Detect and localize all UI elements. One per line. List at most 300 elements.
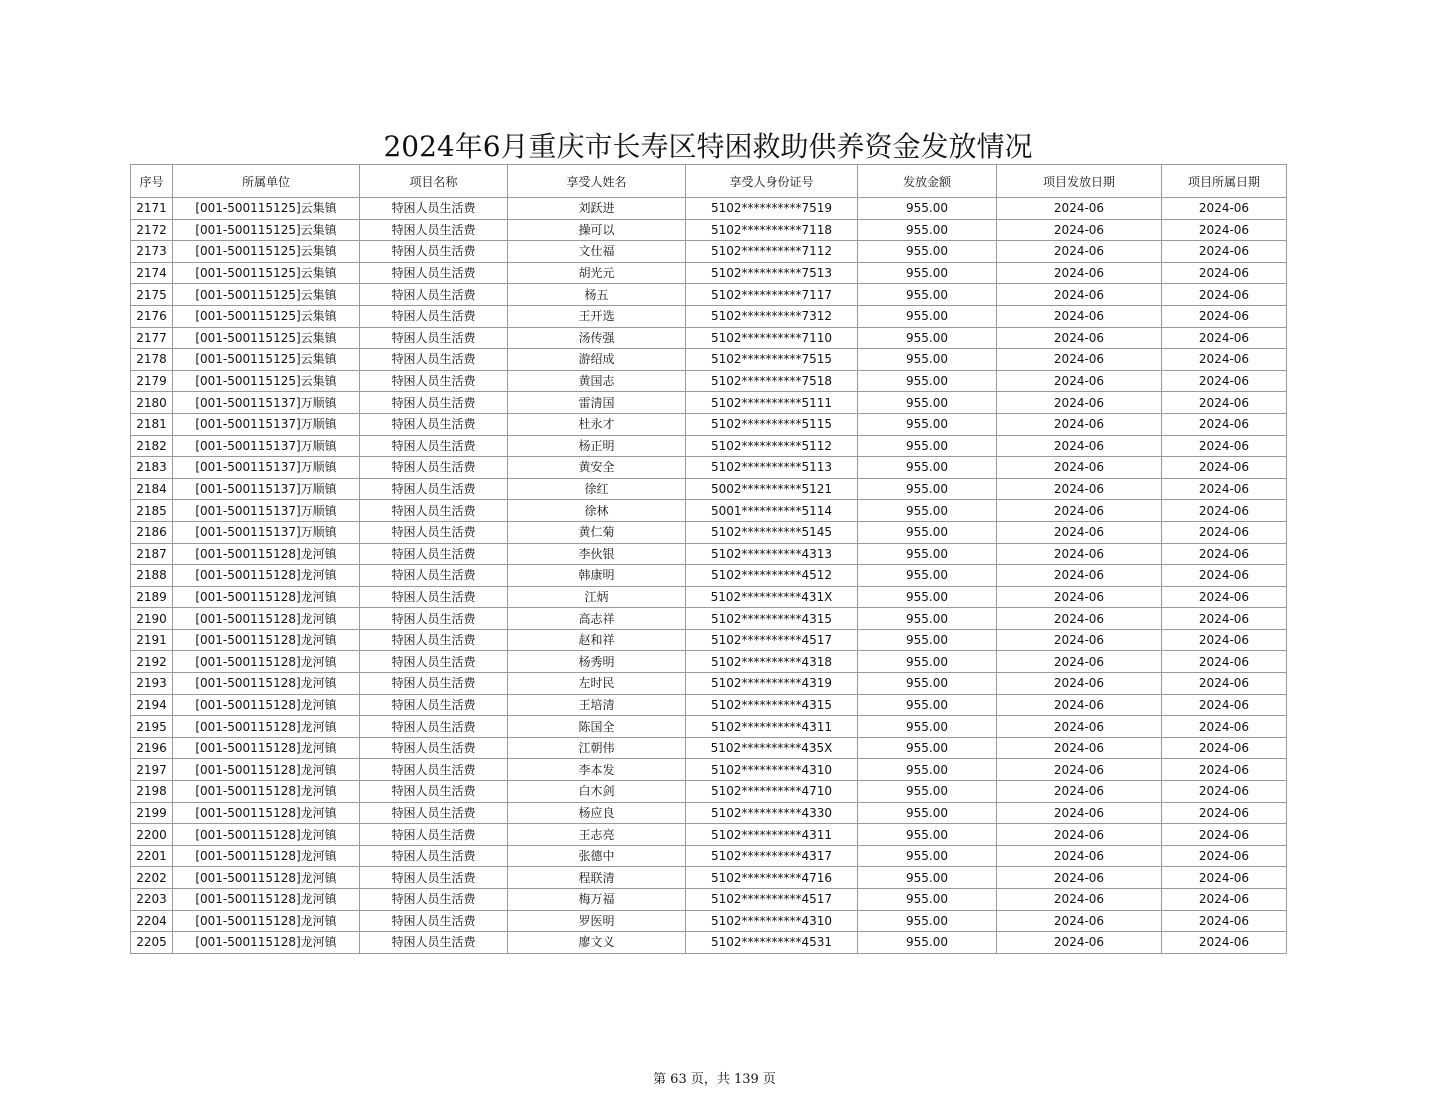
cell-id-number: 5102**********7515: [686, 349, 858, 371]
cell-payment-date: 2024-06: [997, 608, 1162, 630]
cell-amount: 955.00: [858, 759, 997, 781]
cell-period-date: 2024-06: [1162, 802, 1287, 824]
table-row: [131, 759, 1287, 781]
cell-serial: 2171: [131, 198, 173, 220]
cell-id-number: 5102**********7112: [686, 241, 858, 263]
cell-period-date: 2024-06: [1162, 737, 1287, 759]
cell-recipient-name: 王开选: [508, 305, 686, 327]
cell-unit: [001-500115137]万顺镇: [173, 435, 360, 457]
cell-unit: [001-500115125]云集镇: [173, 219, 360, 241]
cell-unit: [001-500115125]云集镇: [173, 284, 360, 306]
cell-unit: [001-500115137]万顺镇: [173, 392, 360, 414]
cell-payment-date: 2024-06: [997, 910, 1162, 932]
cell-recipient-name: 李本发: [508, 759, 686, 781]
header-id-number: 享受人身份证号: [686, 165, 858, 198]
cell-id-number: 5102**********4311: [686, 824, 858, 846]
cell-recipient-name: 游绍成: [508, 349, 686, 371]
cell-amount: 955.00: [858, 370, 997, 392]
cell-serial: 2176: [131, 305, 173, 327]
cell-unit: [001-500115125]云集镇: [173, 349, 360, 371]
cell-serial: 2195: [131, 716, 173, 738]
cell-payment-date: 2024-06: [997, 392, 1162, 414]
cell-id-number: 5102**********4317: [686, 845, 858, 867]
cell-period-date: 2024-06: [1162, 932, 1287, 954]
table-row: [131, 673, 1287, 695]
cell-unit: [001-500115125]云集镇: [173, 305, 360, 327]
cell-payment-date: 2024-06: [997, 673, 1162, 695]
cell-period-date: 2024-06: [1162, 392, 1287, 414]
table-row: [131, 370, 1287, 392]
cell-unit: [001-500115137]万顺镇: [173, 413, 360, 435]
cell-payment-date: 2024-06: [997, 478, 1162, 500]
cell-recipient-name: 杜永才: [508, 413, 686, 435]
cell-amount: 955.00: [858, 198, 997, 220]
cell-project-name: 特困人员生活费: [360, 759, 508, 781]
cell-project-name: 特困人员生活费: [360, 457, 508, 479]
cell-serial: 2201: [131, 845, 173, 867]
table-row: [131, 500, 1287, 522]
cell-recipient-name: 高志祥: [508, 608, 686, 630]
cell-amount: 955.00: [858, 716, 997, 738]
cell-recipient-name: 雷清国: [508, 392, 686, 414]
cell-project-name: 特困人员生活费: [360, 349, 508, 371]
cell-serial: 2190: [131, 608, 173, 630]
cell-recipient-name: 李伙银: [508, 543, 686, 565]
cell-project-name: 特困人员生活费: [360, 305, 508, 327]
cell-unit: [001-500115128]龙河镇: [173, 802, 360, 824]
table-row: [131, 478, 1287, 500]
cell-unit: [001-500115128]龙河镇: [173, 932, 360, 954]
cell-id-number: 5102**********7312: [686, 305, 858, 327]
cell-id-number: 5102**********7518: [686, 370, 858, 392]
document-title: 2024年6月重庆市长寿区特困救助供养资金发放情况: [383, 130, 1033, 163]
cell-project-name: 特困人员生活费: [360, 500, 508, 522]
cell-payment-date: 2024-06: [997, 824, 1162, 846]
page-footer: 第 63 页，共 139 页: [653, 1072, 776, 1087]
cell-payment-date: 2024-06: [997, 543, 1162, 565]
table-row: [131, 457, 1287, 479]
cell-serial: 2173: [131, 241, 173, 263]
header-amount: 发放金额: [858, 165, 997, 198]
cell-id-number: 5102**********4319: [686, 673, 858, 695]
cell-recipient-name: 黄国志: [508, 370, 686, 392]
table-row: [131, 392, 1287, 414]
header-row: [131, 165, 1287, 198]
table-row: [131, 349, 1287, 371]
cell-period-date: 2024-06: [1162, 349, 1287, 371]
cell-payment-date: 2024-06: [997, 327, 1162, 349]
cell-id-number: 5102**********4310: [686, 759, 858, 781]
cell-period-date: 2024-06: [1162, 500, 1287, 522]
cell-amount: 955.00: [858, 327, 997, 349]
cell-serial: 2203: [131, 889, 173, 911]
cell-serial: 2192: [131, 651, 173, 673]
cell-amount: 955.00: [858, 305, 997, 327]
cell-amount: 955.00: [858, 284, 997, 306]
cell-amount: 955.00: [858, 673, 997, 695]
cell-recipient-name: 赵和祥: [508, 629, 686, 651]
cell-recipient-name: 江朝伟: [508, 737, 686, 759]
cell-unit: [001-500115137]万顺镇: [173, 521, 360, 543]
cell-payment-date: 2024-06: [997, 413, 1162, 435]
cell-project-name: 特困人员生活费: [360, 845, 508, 867]
cell-amount: 955.00: [858, 478, 997, 500]
table-row: [131, 651, 1287, 673]
table-row: [131, 327, 1287, 349]
cell-amount: 955.00: [858, 435, 997, 457]
cell-project-name: 特困人员生活费: [360, 219, 508, 241]
cell-serial: 2181: [131, 413, 173, 435]
cell-project-name: 特困人员生活费: [360, 824, 508, 846]
cell-payment-date: 2024-06: [997, 457, 1162, 479]
cell-amount: 955.00: [858, 241, 997, 263]
cell-recipient-name: 汤传强: [508, 327, 686, 349]
cell-period-date: 2024-06: [1162, 262, 1287, 284]
cell-serial: 2185: [131, 500, 173, 522]
cell-unit: [001-500115125]云集镇: [173, 198, 360, 220]
cell-period-date: 2024-06: [1162, 781, 1287, 803]
table-row: [131, 284, 1287, 306]
cell-unit: [001-500115128]龙河镇: [173, 889, 360, 911]
cell-amount: 955.00: [858, 651, 997, 673]
table-row: [131, 737, 1287, 759]
cell-project-name: 特困人员生活费: [360, 543, 508, 565]
cell-id-number: 5102**********4716: [686, 867, 858, 889]
cell-id-number: 5102**********4310: [686, 910, 858, 932]
cell-project-name: 特困人员生活费: [360, 802, 508, 824]
cell-recipient-name: 江炳: [508, 586, 686, 608]
cell-period-date: 2024-06: [1162, 608, 1287, 630]
cell-id-number: 5102**********4710: [686, 781, 858, 803]
cell-serial: 2204: [131, 910, 173, 932]
cell-id-number: 5002**********5121: [686, 478, 858, 500]
cell-project-name: 特困人员生活费: [360, 781, 508, 803]
cell-serial: 2193: [131, 673, 173, 695]
cell-payment-date: 2024-06: [997, 219, 1162, 241]
cell-recipient-name: 文仕福: [508, 241, 686, 263]
cell-payment-date: 2024-06: [997, 241, 1162, 263]
cell-unit: [001-500115128]龙河镇: [173, 543, 360, 565]
cell-payment-date: 2024-06: [997, 370, 1162, 392]
cell-serial: 2196: [131, 737, 173, 759]
cell-recipient-name: 杨秀明: [508, 651, 686, 673]
cell-payment-date: 2024-06: [997, 781, 1162, 803]
cell-period-date: 2024-06: [1162, 370, 1287, 392]
cell-amount: 955.00: [858, 219, 997, 241]
header-period-date: 项目所属日期: [1162, 165, 1287, 198]
cell-period-date: 2024-06: [1162, 305, 1287, 327]
cell-unit: [001-500115128]龙河镇: [173, 867, 360, 889]
cell-amount: 955.00: [858, 694, 997, 716]
cell-period-date: 2024-06: [1162, 565, 1287, 587]
cell-serial: 2197: [131, 759, 173, 781]
cell-amount: 955.00: [858, 262, 997, 284]
cell-recipient-name: 白木剑: [508, 781, 686, 803]
cell-unit: [001-500115137]万顺镇: [173, 457, 360, 479]
cell-period-date: 2024-06: [1162, 521, 1287, 543]
header-payment-date: 项目发放日期: [997, 165, 1162, 198]
cell-serial: 2180: [131, 392, 173, 414]
table-row: [131, 824, 1287, 846]
header-project-name: 项目名称: [360, 165, 508, 198]
cell-amount: 955.00: [858, 867, 997, 889]
cell-period-date: 2024-06: [1162, 824, 1287, 846]
cell-serial: 2198: [131, 781, 173, 803]
table-row: [131, 694, 1287, 716]
cell-payment-date: 2024-06: [997, 586, 1162, 608]
cell-serial: 2202: [131, 867, 173, 889]
cell-amount: 955.00: [858, 802, 997, 824]
funds-table: [130, 164, 1287, 954]
table-row: [131, 435, 1287, 457]
cell-id-number: 5102**********4517: [686, 629, 858, 651]
cell-recipient-name: 左时民: [508, 673, 686, 695]
cell-project-name: 特困人员生活费: [360, 370, 508, 392]
cell-payment-date: 2024-06: [997, 500, 1162, 522]
cell-payment-date: 2024-06: [997, 716, 1162, 738]
cell-amount: 955.00: [858, 889, 997, 911]
cell-payment-date: 2024-06: [997, 651, 1162, 673]
cell-period-date: 2024-06: [1162, 478, 1287, 500]
table-row: [131, 867, 1287, 889]
cell-amount: 955.00: [858, 543, 997, 565]
table-row: [131, 219, 1287, 241]
cell-payment-date: 2024-06: [997, 867, 1162, 889]
cell-amount: 955.00: [858, 781, 997, 803]
cell-unit: [001-500115125]云集镇: [173, 370, 360, 392]
cell-payment-date: 2024-06: [997, 521, 1162, 543]
cell-recipient-name: 罗医明: [508, 910, 686, 932]
cell-period-date: 2024-06: [1162, 327, 1287, 349]
cell-recipient-name: 王培清: [508, 694, 686, 716]
table-row: [131, 802, 1287, 824]
cell-id-number: 5102**********5115: [686, 413, 858, 435]
cell-period-date: 2024-06: [1162, 629, 1287, 651]
cell-serial: 2175: [131, 284, 173, 306]
cell-payment-date: 2024-06: [997, 305, 1162, 327]
cell-unit: [001-500115128]龙河镇: [173, 824, 360, 846]
cell-period-date: 2024-06: [1162, 284, 1287, 306]
cell-project-name: 特困人员生活费: [360, 284, 508, 306]
cell-payment-date: 2024-06: [997, 629, 1162, 651]
cell-amount: 955.00: [858, 392, 997, 414]
cell-project-name: 特困人员生活费: [360, 910, 508, 932]
cell-unit: [001-500115128]龙河镇: [173, 629, 360, 651]
table-row: [131, 910, 1287, 932]
header-unit: 所属单位: [173, 165, 360, 198]
cell-period-date: 2024-06: [1162, 759, 1287, 781]
cell-recipient-name: 徐红: [508, 478, 686, 500]
cell-id-number: 5001**********5114: [686, 500, 858, 522]
cell-amount: 955.00: [858, 413, 997, 435]
cell-amount: 955.00: [858, 845, 997, 867]
cell-id-number: 5102**********7118: [686, 219, 858, 241]
cell-serial: 2179: [131, 370, 173, 392]
cell-period-date: 2024-06: [1162, 586, 1287, 608]
cell-period-date: 2024-06: [1162, 219, 1287, 241]
cell-serial: 2184: [131, 478, 173, 500]
table-row: [131, 305, 1287, 327]
cell-serial: 2187: [131, 543, 173, 565]
cell-id-number: 5102**********5111: [686, 392, 858, 414]
cell-serial: 2188: [131, 565, 173, 587]
cell-period-date: 2024-06: [1162, 694, 1287, 716]
cell-payment-date: 2024-06: [997, 694, 1162, 716]
cell-period-date: 2024-06: [1162, 457, 1287, 479]
cell-id-number: 5102**********4330: [686, 802, 858, 824]
cell-unit: [001-500115137]万顺镇: [173, 500, 360, 522]
cell-project-name: 特困人员生活费: [360, 651, 508, 673]
cell-serial: 2182: [131, 435, 173, 457]
cell-payment-date: 2024-06: [997, 349, 1162, 371]
cell-id-number: 5102**********435X: [686, 737, 858, 759]
cell-id-number: 5102**********5113: [686, 457, 858, 479]
table-row: [131, 716, 1287, 738]
cell-unit: [001-500115128]龙河镇: [173, 910, 360, 932]
cell-project-name: 特困人员生活费: [360, 435, 508, 457]
cell-recipient-name: 陈国全: [508, 716, 686, 738]
cell-project-name: 特困人员生活费: [360, 565, 508, 587]
cell-project-name: 特困人员生活费: [360, 889, 508, 911]
cell-payment-date: 2024-06: [997, 565, 1162, 587]
cell-id-number: 5102**********4315: [686, 608, 858, 630]
cell-project-name: 特困人员生活费: [360, 586, 508, 608]
cell-recipient-name: 徐林: [508, 500, 686, 522]
cell-recipient-name: 王志亮: [508, 824, 686, 846]
cell-unit: [001-500115128]龙河镇: [173, 759, 360, 781]
table-row: [131, 241, 1287, 263]
cell-amount: 955.00: [858, 349, 997, 371]
cell-serial: 2200: [131, 824, 173, 846]
table-row: [131, 586, 1287, 608]
cell-recipient-name: 杨正明: [508, 435, 686, 457]
table-row: [131, 565, 1287, 587]
cell-period-date: 2024-06: [1162, 435, 1287, 457]
cell-amount: 955.00: [858, 608, 997, 630]
cell-recipient-name: 张德中: [508, 845, 686, 867]
cell-id-number: 5102**********5112: [686, 435, 858, 457]
cell-project-name: 特困人员生活费: [360, 608, 508, 630]
cell-unit: [001-500115128]龙河镇: [173, 673, 360, 695]
cell-unit: [001-500115128]龙河镇: [173, 781, 360, 803]
cell-period-date: 2024-06: [1162, 413, 1287, 435]
cell-payment-date: 2024-06: [997, 284, 1162, 306]
cell-project-name: 特困人员生活费: [360, 241, 508, 263]
cell-project-name: 特困人员生活费: [360, 932, 508, 954]
cell-payment-date: 2024-06: [997, 759, 1162, 781]
cell-period-date: 2024-06: [1162, 241, 1287, 263]
cell-period-date: 2024-06: [1162, 910, 1287, 932]
cell-serial: 2186: [131, 521, 173, 543]
table-row: [131, 781, 1287, 803]
cell-serial: 2191: [131, 629, 173, 651]
table-row: [131, 521, 1287, 543]
cell-project-name: 特困人员生活费: [360, 629, 508, 651]
cell-unit: [001-500115128]龙河镇: [173, 694, 360, 716]
cell-payment-date: 2024-06: [997, 889, 1162, 911]
cell-serial: 2189: [131, 586, 173, 608]
table-row: [131, 198, 1287, 220]
cell-period-date: 2024-06: [1162, 889, 1287, 911]
cell-id-number: 5102**********7519: [686, 198, 858, 220]
header-recipient-name: 享受人姓名: [508, 165, 686, 198]
cell-payment-date: 2024-06: [997, 737, 1162, 759]
cell-unit: [001-500115128]龙河镇: [173, 651, 360, 673]
cell-id-number: 5102**********4313: [686, 543, 858, 565]
cell-unit: [001-500115125]云集镇: [173, 262, 360, 284]
cell-amount: 955.00: [858, 500, 997, 522]
cell-payment-date: 2024-06: [997, 932, 1162, 954]
cell-serial: 2194: [131, 694, 173, 716]
cell-id-number: 5102**********7513: [686, 262, 858, 284]
cell-amount: 955.00: [858, 629, 997, 651]
cell-serial: 2178: [131, 349, 173, 371]
cell-recipient-name: 杨应良: [508, 802, 686, 824]
cell-payment-date: 2024-06: [997, 802, 1162, 824]
cell-id-number: 5102**********4311: [686, 716, 858, 738]
header-serial: 序号: [131, 165, 173, 198]
table-row: [131, 413, 1287, 435]
cell-id-number: 5102**********431X: [686, 586, 858, 608]
table-row: [131, 608, 1287, 630]
cell-recipient-name: 程联清: [508, 867, 686, 889]
cell-unit: [001-500115137]万顺镇: [173, 478, 360, 500]
cell-serial: 2199: [131, 802, 173, 824]
cell-project-name: 特困人员生活费: [360, 262, 508, 284]
cell-period-date: 2024-06: [1162, 867, 1287, 889]
cell-id-number: 5102**********5145: [686, 521, 858, 543]
cell-period-date: 2024-06: [1162, 198, 1287, 220]
cell-project-name: 特困人员生活费: [360, 198, 508, 220]
cell-unit: [001-500115128]龙河镇: [173, 845, 360, 867]
cell-project-name: 特困人员生活费: [360, 413, 508, 435]
cell-period-date: 2024-06: [1162, 543, 1287, 565]
cell-amount: 955.00: [858, 910, 997, 932]
cell-project-name: 特困人员生活费: [360, 673, 508, 695]
cell-serial: 2205: [131, 932, 173, 954]
table-header: [131, 165, 1287, 198]
cell-payment-date: 2024-06: [997, 198, 1162, 220]
cell-period-date: 2024-06: [1162, 845, 1287, 867]
cell-recipient-name: 梅万福: [508, 889, 686, 911]
cell-id-number: 5102**********4531: [686, 932, 858, 954]
table-row: [131, 543, 1287, 565]
cell-recipient-name: 韩康明: [508, 565, 686, 587]
cell-recipient-name: 杨五: [508, 284, 686, 306]
cell-period-date: 2024-06: [1162, 673, 1287, 695]
cell-project-name: 特困人员生活费: [360, 867, 508, 889]
cell-recipient-name: 胡光元: [508, 262, 686, 284]
cell-id-number: 5102**********7110: [686, 327, 858, 349]
table-row: [131, 932, 1287, 954]
cell-amount: 955.00: [858, 824, 997, 846]
cell-recipient-name: 廖文义: [508, 932, 686, 954]
cell-project-name: 特困人员生活费: [360, 521, 508, 543]
cell-serial: 2183: [131, 457, 173, 479]
cell-amount: 955.00: [858, 932, 997, 954]
cell-serial: 2172: [131, 219, 173, 241]
cell-project-name: 特困人员生活费: [360, 478, 508, 500]
cell-id-number: 5102**********4315: [686, 694, 858, 716]
cell-id-number: 5102**********4517: [686, 889, 858, 911]
cell-unit: [001-500115128]龙河镇: [173, 608, 360, 630]
cell-project-name: 特困人员生活费: [360, 737, 508, 759]
table-row: [131, 629, 1287, 651]
cell-serial: 2174: [131, 262, 173, 284]
cell-amount: 955.00: [858, 586, 997, 608]
cell-unit: [001-500115125]云集镇: [173, 327, 360, 349]
cell-project-name: 特困人员生活费: [360, 327, 508, 349]
